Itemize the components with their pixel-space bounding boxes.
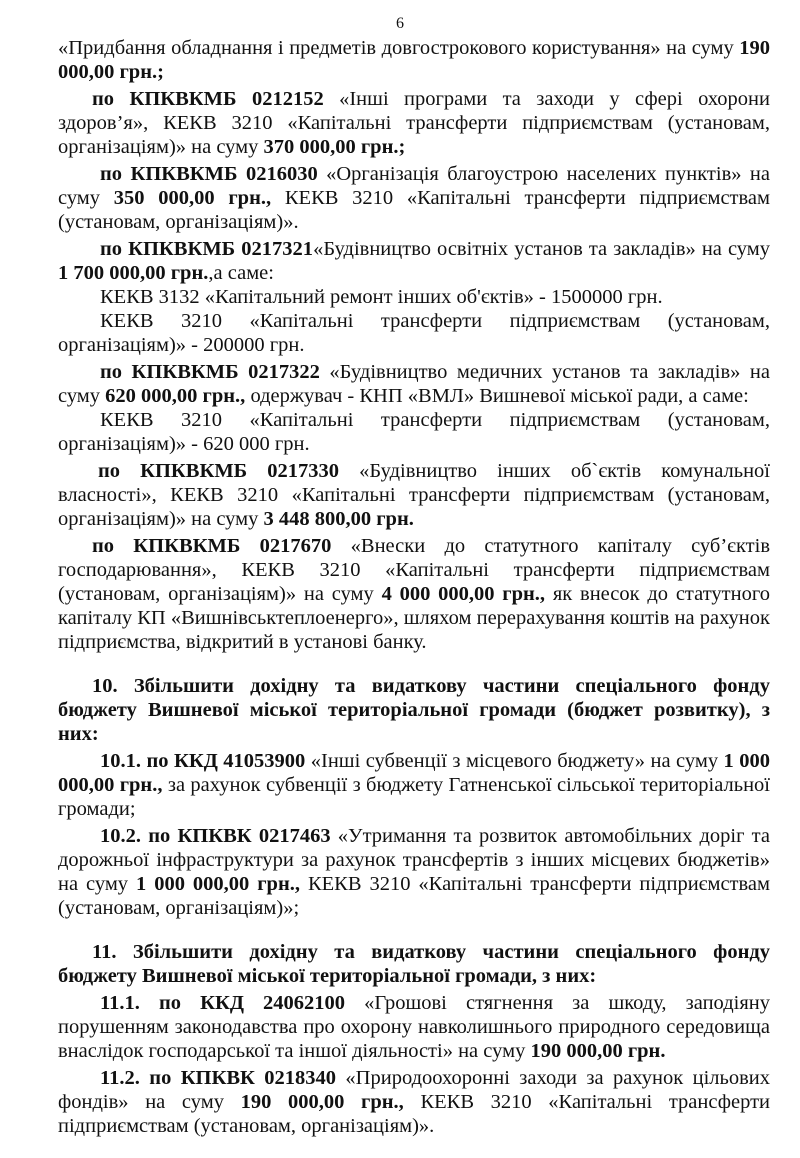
program-code: по КПКВКМБ 0216030 — [100, 163, 318, 185]
amount: 1 700 000,00 грн. — [58, 262, 209, 284]
text: «Грошові стягнення за шкоду, заподіяну порушенням законодавства про охорону навколишнього природного середовища внаслідок господарської та іншої діяльності» на суму — [58, 992, 770, 1062]
item-10-2 — [58, 824, 770, 920]
amount: 370 000,00 грн.; — [263, 136, 406, 158]
program-code: по КПКВКМБ 0217322 — [100, 361, 320, 383]
amount: 620 000,00 грн., — [105, 385, 246, 407]
text: за рахунок субвенції з бюджету Гатненської сільської територіальної громади; — [58, 774, 770, 820]
amount: 350 000,00 грн., — [113, 187, 272, 209]
item-11-1 — [58, 991, 770, 1063]
paragraph-0217322 — [58, 360, 770, 408]
document-body — [58, 36, 770, 1138]
text: «Будівництво інших об`єктів комунальної власності», КЕКВ 3210 «Капітальні трансферти підприємствам (установам, організаціям)» на суму — [58, 460, 770, 530]
text: «Будівництво освітніх установ та закладів» на суму — [313, 238, 770, 260]
item-code: 10.1. по ККД 41053900 — [100, 750, 306, 772]
program-code: по КПКВКМБ 0212152 — [92, 88, 324, 110]
text: КЕКВ 3210 «Капітальні трансферти підприємствам (установам, організаціям)»; — [58, 873, 770, 919]
text: «Природоохоронні заходи за рахунок цільових фондів» на суму — [58, 1067, 770, 1113]
text: КЕКВ 3210 «Капітальні трансферти підприємствам (установам, організаціям)». — [58, 187, 770, 233]
text: «Утримання та розвиток автомобільних доріг та дорожньої інфраструктури за рахунок трансфертів з інших місцевих бюджетів» на суму — [58, 825, 770, 895]
text: КЕКВ 3210 «Капітальні трансферти підприємствам (установам, організаціям)». — [58, 1091, 770, 1137]
paragraph-0216030 — [58, 162, 770, 234]
paragraph-equipment — [58, 36, 770, 84]
text: «Придбання обладнання і предметів довгострокового користування» на суму — [58, 37, 740, 59]
paragraph-kekv-3132: КЕКВ 3132 «Капітальний ремонт інших об'єктів» - 1500000 грн. — [100, 286, 663, 308]
text: «Внески до статутного капіталу суб’єктів господарювання», КЕКВ 3210 «Капітальні трансферти підприємствам (установам, організаціям)» на суму — [58, 535, 770, 605]
item-code: 11.2. по КПКВК 0218340 — [100, 1067, 337, 1089]
section-10-heading — [58, 674, 770, 746]
text: одержувач - КНП «ВМЛ» Вишневої міської ради, а саме: — [245, 385, 749, 407]
amount: 190 000,00 грн.; — [58, 37, 770, 83]
amount: 190 000,00 грн. — [530, 1040, 666, 1062]
item-code: 10.2. по КПКВК 0217463 — [100, 825, 331, 847]
text: ,а саме: — [208, 262, 274, 284]
text: «Будівництво медичних установ та закладів» на суму — [58, 361, 770, 407]
item-11-2 — [58, 1066, 770, 1138]
heading-text: 11. Збільшити дохідну та видаткову частини спеціального фонду бюджету Вишневої міської територіальної громади, з них: — [58, 941, 770, 987]
program-code: по КПКВКМБ 0217330 — [98, 460, 340, 482]
paragraph-0212152 — [58, 87, 770, 159]
amount: 1 000 000,00 грн., — [58, 750, 771, 796]
text: «Організація благоустрою населених пунктів» на суму — [58, 163, 770, 209]
paragraph-0217670 — [58, 534, 770, 654]
text: «Інші субвенції з місцевого бюджету» на суму — [305, 750, 719, 772]
paragraph-0217321 — [58, 237, 770, 285]
amount: 4 000 000,00 грн., — [381, 583, 546, 605]
page-number: 6 — [396, 15, 404, 32]
section-11-heading — [58, 940, 770, 988]
text: як внесок до статутного капіталу КП «Вишнівськтеплоенерго», шляхом перерахування коштів на рахунок підприємства, відкритий в установі банку. — [58, 583, 770, 653]
program-code: по КПКВКМБ 0217670 — [92, 535, 332, 557]
item-code: 11.1. по ККД 24062100 — [100, 992, 346, 1014]
heading-text: 10. Збільшити дохідну та видаткову частини спеціального фонду бюджету Вишневої міської територіальної громади (бюджет розвитку), з них: — [58, 675, 770, 745]
paragraph-kekv-3210-a: КЕКВ 3210 «Капітальні трансферти підприємствам (установам, організаціям)» - 200000 грн. — [58, 310, 770, 356]
amount: 3 448 800,00 грн. — [263, 508, 414, 530]
paragraph-0217330 — [58, 459, 770, 531]
amount: 1 000 000,00 грн., — [136, 873, 301, 895]
text: «Інші програми та заходи у сфері охорони здоров’я», КЕКВ 3210 «Капітальні трансферти підприємствам (установам, організаціям)» на суму — [58, 88, 771, 158]
item-10-1 — [58, 749, 770, 821]
amount: 190 000,00 грн., — [240, 1091, 404, 1113]
paragraph-kekv-3210-b: КЕКВ 3210 «Капітальні трансферти підприємствам (установам, організаціям)» - 620 000 грн. — [58, 409, 770, 455]
program-code: по КПКВКМБ 0217321 — [100, 238, 314, 260]
